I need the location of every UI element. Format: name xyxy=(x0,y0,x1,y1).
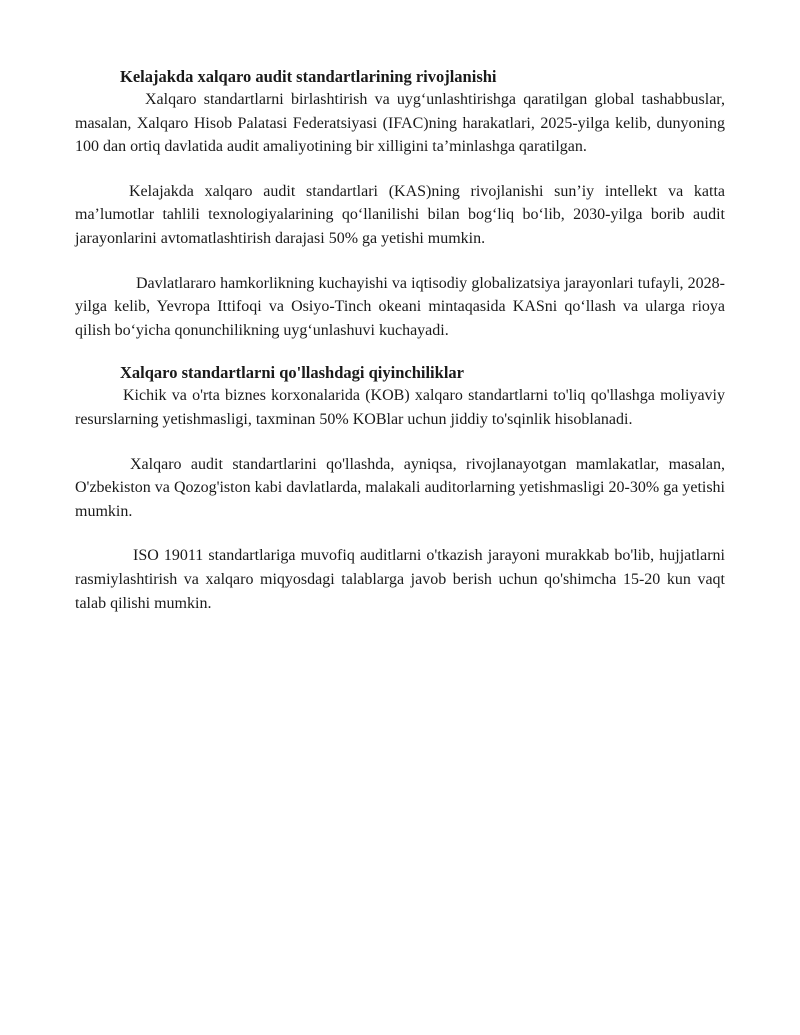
paragraph-iso-19011: ISO 19011 standartlariga muvofiq auditlarni o'tkazish jarayoni murakkab bo'lib, hujjatlarni rasmiylashtirish va xalqaro miqyosdagi talablarga javob berish uchun qo'shimcha 15-20 kun vaqt talab qilishi mumkin. xyxy=(75,547,725,612)
section-heading-challenges: Xalqaro standartlarni qo'llashdagi qiyinchiliklar xyxy=(120,363,464,383)
document-page xyxy=(75,66,725,615)
paragraph-ai-automation: Kelajakda xalqaro audit standartlari (KAS)ning rivojlanishi sun’iy intellekt va katta ma’lumotlar tahlili texnologiyalarining qo‘llanilishi bilan bog‘liq bo‘lib, 2030-yilga borib audit jarayonlarini avtomatlashtirish darajasi 50% ga yetishi mumkin. xyxy=(75,182,725,247)
paragraph-sme-resources: Kichik va o'rta biznes korxonalarida (KOB) xalqaro standartlarni to'liq qo'llashga moliyaviy resurslarning yetishmasligi, taxminan 50% KOBlar uchun jiddiy to'sqinlik hisoblanadi. xyxy=(75,387,725,428)
paragraph-interstate-cooperation: Davlatlararo hamkorlikning kuchayishi va iqtisodiy globalizatsiya jarayonlari tufayli, 2028-yilga kelib, Yevropa Ittifoqi va Osiyo-Tinch okeani mintaqasida KASni qo‘llash va ularga rioya qilish bo‘yicha qonunchilikning uyg‘unlashuvi kuchayadi. xyxy=(75,274,725,339)
section-spacer xyxy=(75,342,725,362)
paragraph-spacer xyxy=(75,159,725,180)
paragraph-auditor-shortage: Xalqaro audit standartlarini qo'llashda, ayniqsa, rivojlanayotgan mamlakatlar, masalan, O'zbekiston va Qozog'iston kabi davlatlarda, malakali auditorlarning yetishmasligi 20-30% ga yetishi mumkin. xyxy=(75,455,725,520)
paragraph-spacer xyxy=(75,523,725,544)
section-heading-future-standards: Kelajakda xalqaro audit standartlarining rivojlanishi xyxy=(120,67,497,86)
paragraph-spacer xyxy=(75,251,725,272)
paragraph-spacer xyxy=(75,432,725,453)
paragraph-global-initiatives: Xalqaro standartlarni birlashtirish va uyg‘unlashtirishga qaratilgan global tashabbuslar, masalan, Xalqaro Hisob Palatasi Federatsiyasi (IFAC)ning harakatlari, 2025-yilga kelib, dunyoning 100 dan ortiq davlatida audit amaliyotining bir xilligini ta’minlashga qaratilgan. xyxy=(75,91,725,156)
